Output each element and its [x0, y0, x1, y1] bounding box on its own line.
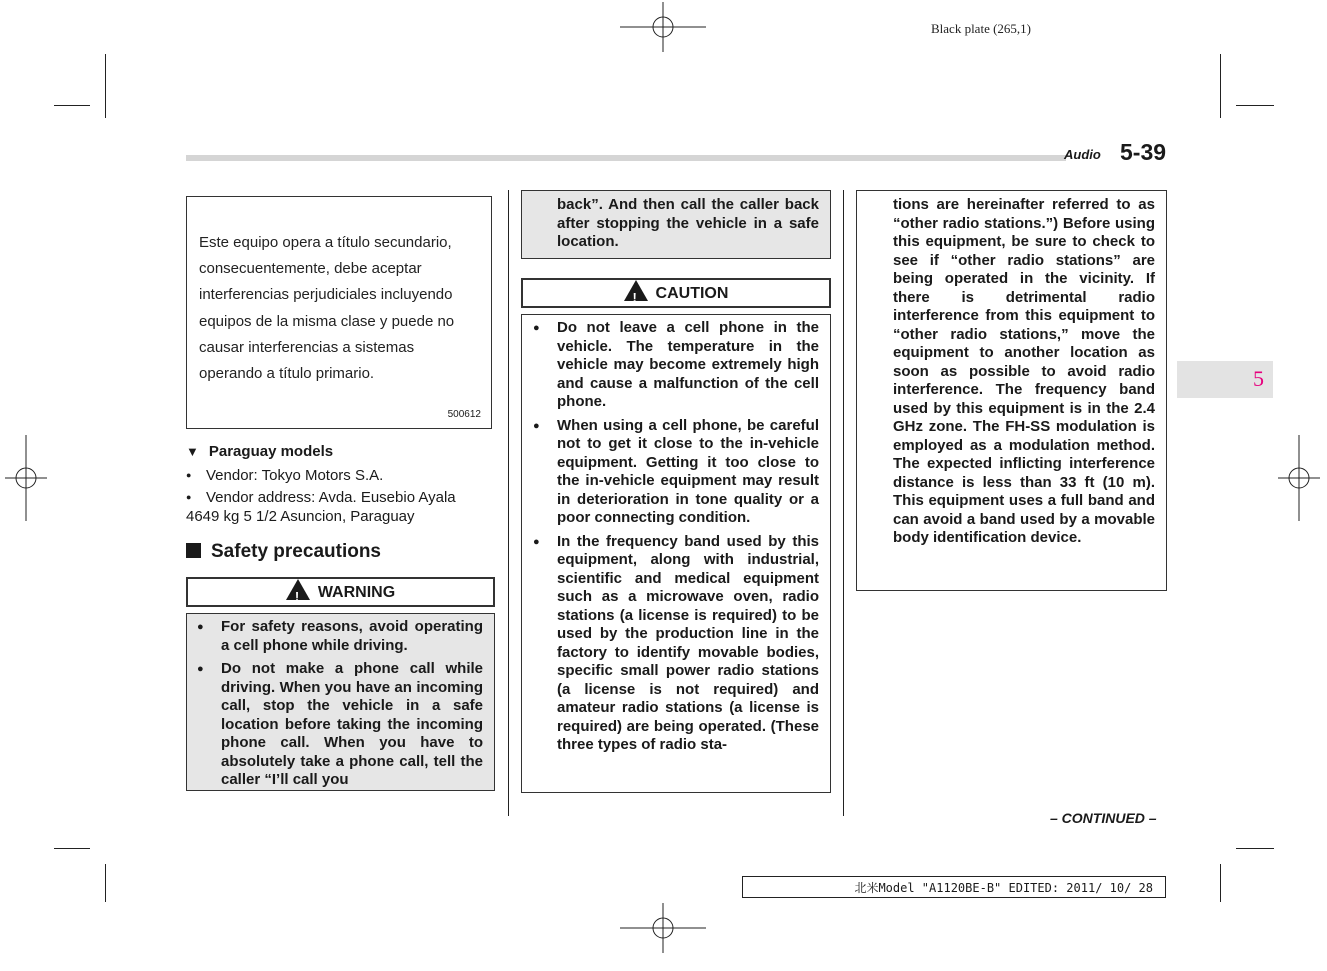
- footer-box: [742, 876, 1166, 898]
- section-title: [186, 541, 381, 563]
- warning-triangle-icon: [286, 579, 310, 600]
- label-image: [186, 196, 492, 429]
- bullet-icon: ●: [186, 470, 192, 480]
- subsection-heading: [186, 443, 333, 460]
- list-item: ● Do not make a phone call while driving. When you have an incoming call, stop the vehicle in a safe location before taking the incoming phone call. When you have to absolutely take a phone call, tell the caller “I’ll call you: [197, 660, 483, 788]
- column-divider: [508, 190, 509, 816]
- header-bar: [186, 155, 1066, 161]
- caution-list: [523, 319, 819, 760]
- address-text: Vendor address: Avda. Eusebio Ayala: [206, 489, 456, 506]
- crop-mark: [1236, 105, 1274, 106]
- crop-mark: [105, 54, 106, 118]
- bullet-icon: ●: [197, 621, 204, 633]
- caution-triangle-icon: [624, 280, 648, 301]
- warning-list: [187, 618, 483, 795]
- page-number: 5-39: [1120, 139, 1167, 165]
- bullet-icon: ●: [197, 663, 204, 675]
- list-item: [186, 488, 494, 526]
- bullet-icon: ●: [533, 322, 540, 334]
- caution-header: [521, 278, 831, 308]
- label-line: equipos de la misma clase y puede no: [199, 312, 455, 330]
- continued-label: – CONTINUED –: [1050, 810, 1157, 826]
- list-item: ● In the frequency band used by this equipment, along with industrial, scientific and medical equipment such as a microwave oven, radio stations (a license is required) to be used by the production line in the factory to identify movable bodies, specific small power radio stations (a license is not required) and amateur radio stations (a license is required) are being operated. (These three types of radio sta-: [533, 532, 819, 753]
- caution-label: CAUTION: [655, 285, 729, 302]
- crop-mark: [105, 864, 106, 902]
- triangle-down-icon: ▼: [186, 444, 199, 459]
- label-text: [199, 230, 489, 387]
- label-line: interferencias perjudiciales incluyendo: [199, 286, 453, 304]
- vendor-text: Vendor: Tokyo Motors S.A.: [206, 467, 384, 484]
- section-title-text: Safety precautions: [211, 541, 381, 562]
- footer-text: 北米Model "A1120BE-B" EDITED: 2011/ 10/ 28: [854, 881, 1153, 895]
- section-name: Audio: [1064, 147, 1101, 162]
- bullet-icon: ●: [186, 492, 192, 502]
- list-item: ● Do not leave a cell phone in the vehicle. The temperature in the vehicle may become extremely high and cause a malfunction of the cell phone.: [533, 319, 819, 410]
- list-item: ● When using a cell phone, be careful not to get it close to the in-vehicle equipment. Getting it too close to the in-vehicle equipment may result in deterioration in tone quality or a poor connecting condition.: [533, 416, 819, 526]
- chapter-tab-number: 5: [1253, 366, 1264, 391]
- registration-mark-icon: [1256, 435, 1327, 521]
- registration-mark-icon: [620, 0, 706, 70]
- caution-continued-text: tions are hereinafter referred to as “other radio stations.”) Before using this equipment, be sure to check to see if “other radio stations” are being operated in the vicinity. If there is detrimental radio interference from this equipment to “other radio stations,” move the equipment to another location as soon as possible to avoid radio interference. The frequency band used by this equipment is in the 2.4 GHz zone. The FH-SS modulation is employed as a modulation method. The expected inflicting interference distance is less than 33 ft (10 m). This equipment uses a full band and can avoid a band used by a movable body identification device.: [893, 196, 1155, 546]
- subsection-heading-text: Paraguay models: [208, 443, 334, 460]
- registration-mark-icon: [620, 885, 706, 971]
- crop-mark: [54, 105, 90, 106]
- plate-label: Black plate (265,1): [931, 21, 1031, 36]
- address-text: 4649 kg 5 1/2 Asuncion, Paraguay: [186, 507, 415, 525]
- label-line: consecuentemente, debe aceptar: [199, 260, 422, 278]
- list-item: [186, 466, 494, 486]
- label-line: operando a título primario.: [199, 365, 375, 383]
- crop-mark: [1220, 864, 1221, 902]
- image-id: 500612: [447, 409, 481, 420]
- bullet-icon: ●: [533, 419, 540, 432]
- crop-mark: [1236, 848, 1274, 849]
- chapter-tab: [1177, 361, 1273, 398]
- list-item: ● For safety reasons, avoid operating a cell phone while driving.: [197, 618, 483, 654]
- warning-label: WARNING: [317, 584, 396, 601]
- bullet-icon: ●: [533, 535, 540, 548]
- registration-mark-icon: [0, 435, 69, 521]
- column-divider: [843, 190, 844, 816]
- label-line: causar interferencias a sistemas: [199, 338, 415, 356]
- crop-mark: [54, 848, 90, 849]
- warning-continued-text: back”. And then call the caller back after stopping the vehicle in a safe location.: [557, 196, 819, 250]
- square-icon: [186, 543, 201, 558]
- warning-header: [186, 577, 495, 607]
- label-line: Este equipo opera a título secundario,: [199, 234, 452, 251]
- crop-mark: [1220, 54, 1221, 118]
